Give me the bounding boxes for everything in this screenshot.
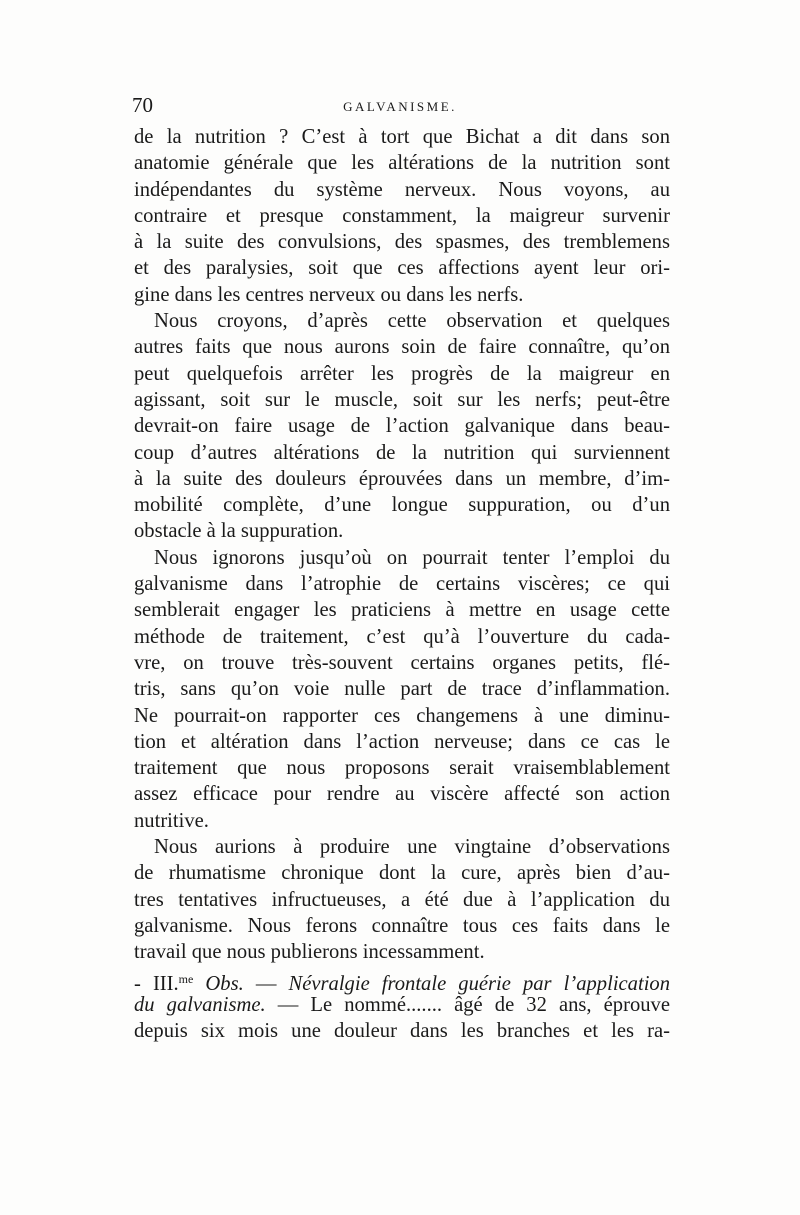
observation-number: III. — [152, 972, 179, 995]
observation-continuation-line — [134, 992, 670, 1018]
text-line: indépendantes du système nerveux. Nous voyons, au — [134, 178, 670, 201]
observation-dash: - — [134, 972, 141, 995]
text-line: gine dans les centres nerveux ou dans les nerfs. — [134, 283, 524, 306]
text-line: devrait-on faire usage de l’action galvanique dans beau- — [134, 415, 670, 438]
text-line: autres faits que nous aurons soin de faire connaître, qu’on — [134, 336, 670, 359]
text-line: tion et altération dans l’action nerveuse; dans ce cas le — [134, 730, 670, 753]
text-line: Nous ignorons jusqu’où on pourrait tenter l’emploi du — [154, 546, 670, 569]
text-line: de rhumatisme chronique dont la cure, après bien d’au- — [134, 862, 670, 885]
observation-continuation: — Le nommé....... âgé de 32 ans, éprouve — [265, 993, 670, 1016]
text-line: nutritive. — [134, 809, 209, 832]
text-line: méthode de traitement, c’est qu’à l’ouverture du cada- — [134, 625, 670, 648]
text-line: contraire et presque constamment, la maigreur survenir — [134, 204, 670, 227]
observation-label: Obs. — [205, 972, 244, 995]
observation-title-part2: du galvanisme. — [134, 993, 266, 1016]
page-header — [132, 92, 668, 118]
text-line: peut quelquefois arrêter les progrès de la maigreur en — [134, 362, 670, 385]
text-line: tris, sans qu’on voie nulle part de trace d’inflammation. — [134, 678, 670, 701]
text-line: semblerait engager les praticiens à mettre en usage cette — [134, 599, 670, 622]
text-line: Nous croyons, d’après cette observation et quelques — [154, 310, 670, 333]
text-line: de la nutrition ? C’est à tort que Bichat a dit dans son — [134, 126, 670, 148]
text-line: agissant, soit sur le muscle, soit sur les nerfs; peut-être — [134, 388, 670, 411]
body-text — [134, 124, 670, 1044]
text-line: vre, on trouve très-souvent certains organes petits, flé- — [134, 651, 670, 674]
text-line: à la suite des douleurs éprouvées dans un membre, d’im- — [134, 467, 670, 490]
text-line: assez efficace pour rendre au viscère affecté son action — [134, 783, 670, 806]
text-line: anatomie générale que les altérations de la nutrition sont — [134, 152, 670, 175]
observation-superscript: me — [178, 971, 194, 986]
page-number: 70 — [132, 93, 153, 117]
text-line: travail que nous publierons incessamment. — [134, 941, 485, 964]
text-line: tres tentatives infructueuses, a été due à l’application du — [134, 888, 670, 911]
observation-separator: — — [243, 972, 289, 995]
text-line: obstacle à la suppuration. — [134, 520, 344, 543]
text-line: Ne pourrait-on rapporter ces changemens à une diminu- — [134, 704, 670, 727]
text-line: à la suite des convulsions, des spasmes, des tremblemens — [134, 231, 670, 254]
observation-title-part1: Névralgie frontale guérie par l’application — [288, 972, 671, 995]
running-title: GALVANISME. — [343, 99, 457, 114]
text-line: mobilité complète, d’une longue suppuration, ou d’un — [134, 494, 670, 517]
text-line: traitement que nous proposons serait vraisemblablement — [134, 757, 670, 780]
text-line: galvanisme dans l’atrophie de certains viscères; ce qui — [134, 573, 670, 596]
text-line: depuis six mois une douleur dans les branches et les ra- — [134, 1020, 670, 1043]
text-line: coup d’autres altérations de la nutrition qui surviennent — [134, 441, 670, 464]
text-line: et des paralysies, soit que ces affections ayent leur ori- — [134, 257, 670, 280]
observation-heading-line — [134, 966, 671, 995]
text-line: Nous aurions à produire une vingtaine d’observations — [154, 836, 670, 859]
text-line: galvanisme. Nous ferons connaître tous ces faits dans le — [134, 914, 670, 937]
